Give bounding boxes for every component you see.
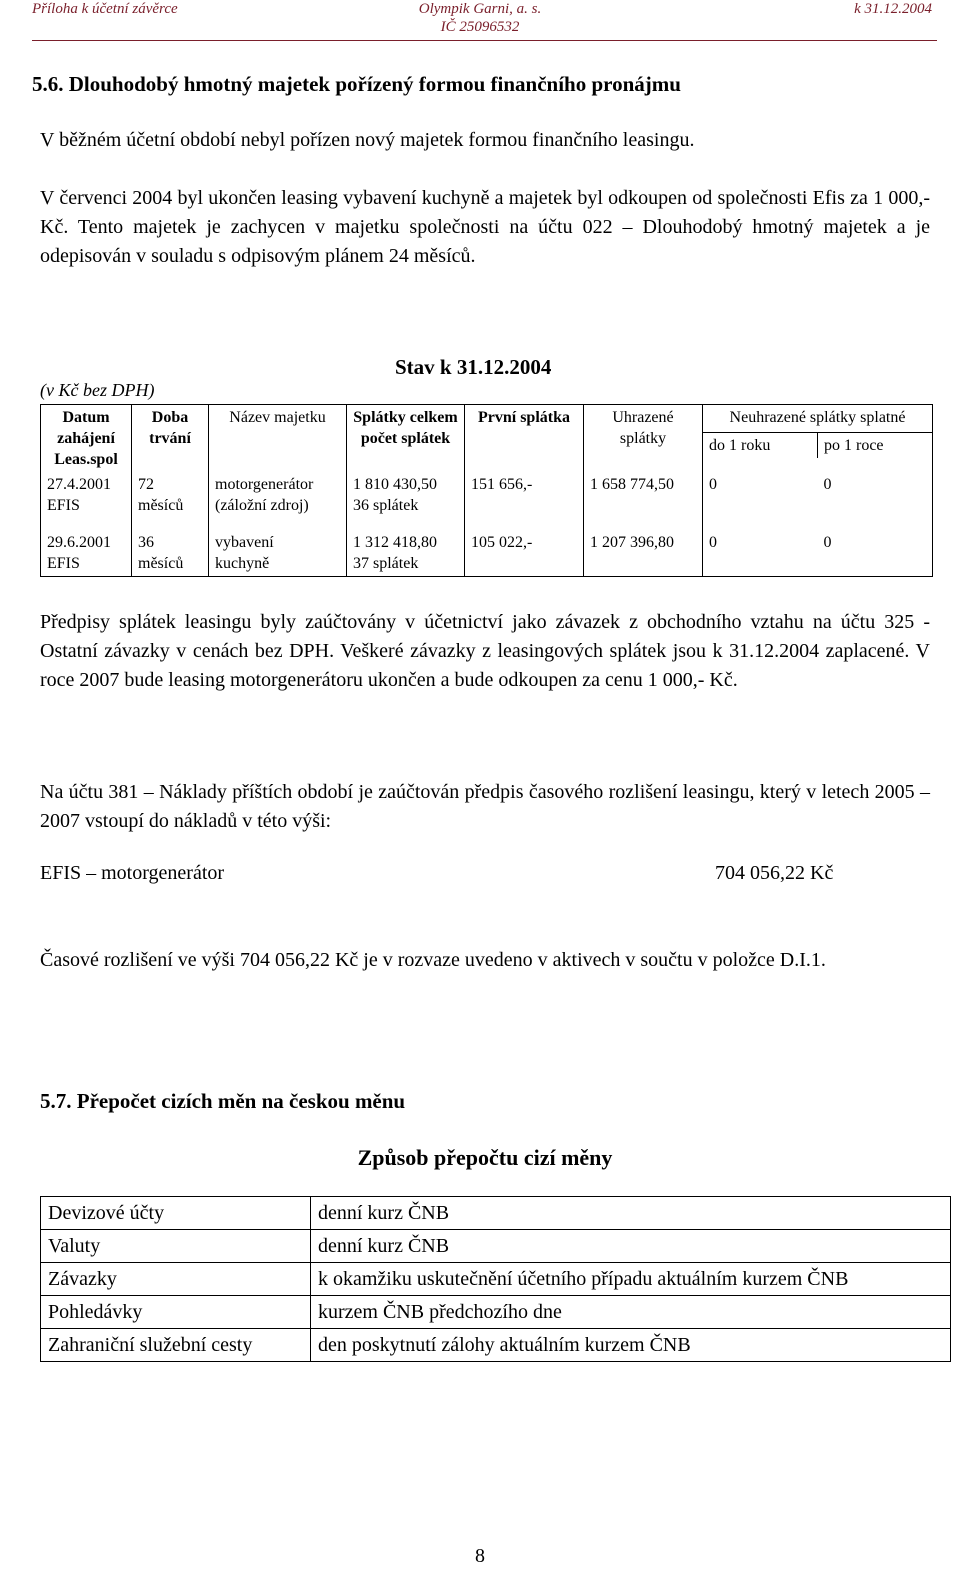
efis-label: EFIS – motorgenerátor bbox=[40, 862, 225, 884]
table-row bbox=[41, 1296, 951, 1329]
col-unpaid-label: Neuhrazené splátky splatné bbox=[729, 409, 906, 426]
currency-method: denní kurz ČNB bbox=[311, 1230, 951, 1263]
row-count: 36 splátek bbox=[353, 497, 419, 514]
row-total: 1 312 418,80 bbox=[353, 534, 437, 551]
currency-method: denní kurz ČNB bbox=[311, 1197, 951, 1230]
currency-item: Valuty bbox=[41, 1230, 311, 1263]
paragraph-4-text: Na účtu 381 – Náklady příštích období je zaúčtován předpis časového rozlišení leasingu, který v letech 2005 – 2007 vstoupí do nákladů v této výši: bbox=[40, 781, 930, 832]
paragraph-1 bbox=[40, 126, 930, 155]
row-name: motorgenerátor bbox=[215, 476, 314, 493]
section-56-title: 5.6. Dlouhodobý hmotný majetek pořízený formou finančního pronájmu bbox=[32, 72, 681, 96]
header-company: Olympik Garni, a. s. bbox=[418, 1, 542, 17]
paragraph-5-text: Časové rozlišení ve výši 704 056,22 Kč je v rozvaze uvedeno v aktivech v součtu v položce D.I.1. bbox=[40, 949, 826, 971]
header-rule bbox=[32, 40, 937, 41]
paragraph-3-text: Předpisy splátek leasingu byly zaúčtovány v účetnictví jako závazek z obchodního vztahu na účtu 325 - Ostatní závazky v cenách bez DPH. Veškeré závazky z leasingových splátek jsou k 31.12.2004 zaplacené. V roce 2007 bude leasing motorgenerátoru ukončen a bude odkoupen za cenu 1 000,- Kč. bbox=[40, 611, 930, 691]
row-duration-unit: měsíců bbox=[138, 497, 184, 514]
col-name: Název majetku bbox=[209, 405, 347, 473]
row-count: 37 splátek bbox=[353, 555, 419, 572]
section-57-title: 5.7. Přepočet cizích měn na českou měnu bbox=[40, 1089, 406, 1113]
row-after-year: 0 bbox=[823, 476, 832, 493]
lease-header-row bbox=[41, 405, 933, 473]
row-first: 105 022,- bbox=[465, 530, 584, 577]
col-unpaid-sub bbox=[703, 432, 932, 458]
row-company: EFIS bbox=[47, 555, 80, 572]
row-total: 1 810 430,50 bbox=[353, 476, 437, 493]
paragraph-3 bbox=[40, 608, 930, 695]
header-center bbox=[360, 0, 600, 36]
row-duration-unit: měsíců bbox=[138, 555, 184, 572]
col-duration: Doba trvání bbox=[132, 405, 209, 473]
row-company: EFIS bbox=[47, 497, 80, 514]
col-unpaid bbox=[703, 405, 933, 473]
row-first: 151 656,- bbox=[465, 472, 584, 518]
row-after-year: 0 bbox=[823, 534, 832, 551]
currency-item: Zahraniční služební cesty bbox=[41, 1329, 311, 1362]
currency-method: kurzem ČNB předchozího dne bbox=[311, 1296, 951, 1329]
currency-method: k okamžiku uskutečnění účetního případu aktuálním kurzem ČNB bbox=[311, 1263, 951, 1296]
row-within-year: 0 bbox=[709, 534, 717, 551]
col-date: Datum zahájení Leas.spol bbox=[41, 405, 132, 473]
header-left: Příloha k účetní závěrce bbox=[32, 1, 178, 17]
row-within-year: 0 bbox=[709, 476, 717, 493]
col-total: Splátky celkem počet splátek bbox=[347, 405, 465, 473]
table-row bbox=[41, 1329, 951, 1362]
efis-amount: 704 056,22 Kč bbox=[715, 862, 834, 884]
col-first: První splátka bbox=[465, 405, 584, 473]
row-paid: 1 207 396,80 bbox=[584, 530, 703, 577]
row-name: vybavení bbox=[215, 534, 274, 551]
table-row bbox=[41, 1263, 951, 1296]
table-row bbox=[41, 1230, 951, 1263]
paragraph-5 bbox=[40, 946, 930, 975]
row-date: 29.6.2001 bbox=[47, 534, 111, 551]
col-within-year: do 1 roku bbox=[709, 437, 771, 454]
table-row bbox=[41, 1197, 951, 1230]
row-paid: 1 658 774,50 bbox=[584, 472, 703, 518]
state-label: Stav k 31.12.2004 bbox=[395, 355, 552, 379]
row-duration: 36 bbox=[138, 534, 154, 551]
currency-method: den poskytnutí zálohy aktuálním kurzem ČNB bbox=[311, 1329, 951, 1362]
paragraph-2 bbox=[40, 184, 930, 271]
page-number: 8 bbox=[475, 1545, 485, 1567]
paragraph-4 bbox=[40, 778, 930, 836]
table-row bbox=[41, 472, 933, 518]
unit-note: (v Kč bez DPH) bbox=[40, 380, 155, 400]
header-right: k 31.12.2004 bbox=[854, 1, 932, 17]
table-row bbox=[41, 530, 933, 577]
currency-item: Pohledávky bbox=[41, 1296, 311, 1329]
row-name-detail: kuchyně bbox=[215, 555, 270, 572]
header-ico: IČ 25096532 bbox=[440, 19, 520, 35]
lease-table bbox=[40, 404, 933, 577]
col-after-year: po 1 roce bbox=[817, 433, 932, 458]
row-date: 27.4.2001 bbox=[47, 476, 111, 493]
paragraph-1-text: V běžném účetní období nebyl pořízen nový majetek formou finančního leasingu. bbox=[40, 129, 695, 151]
currency-item: Devizové účty bbox=[41, 1197, 311, 1230]
row-name-detail: (záložní zdroj) bbox=[215, 497, 309, 514]
currency-item: Závazky bbox=[41, 1263, 311, 1296]
paragraph-2-text: V červenci 2004 byl ukončen leasing vybavení kuchyně a majetek byl odkoupen od společnosti Efis za 1 000,- Kč. Tento majetek je zachycen v majetku společnosti na účtu 022 – Dlouhodobý hmotný majetek a je odepisován v souladu s odpisovým plánem 24 měsíců. bbox=[40, 187, 930, 267]
currency-table bbox=[40, 1196, 951, 1362]
col-paid: Uhrazené splátky bbox=[584, 405, 703, 473]
row-duration: 72 bbox=[138, 476, 154, 493]
section-57-subtitle: Způsob přepočtu cizí měny bbox=[357, 1145, 613, 1170]
